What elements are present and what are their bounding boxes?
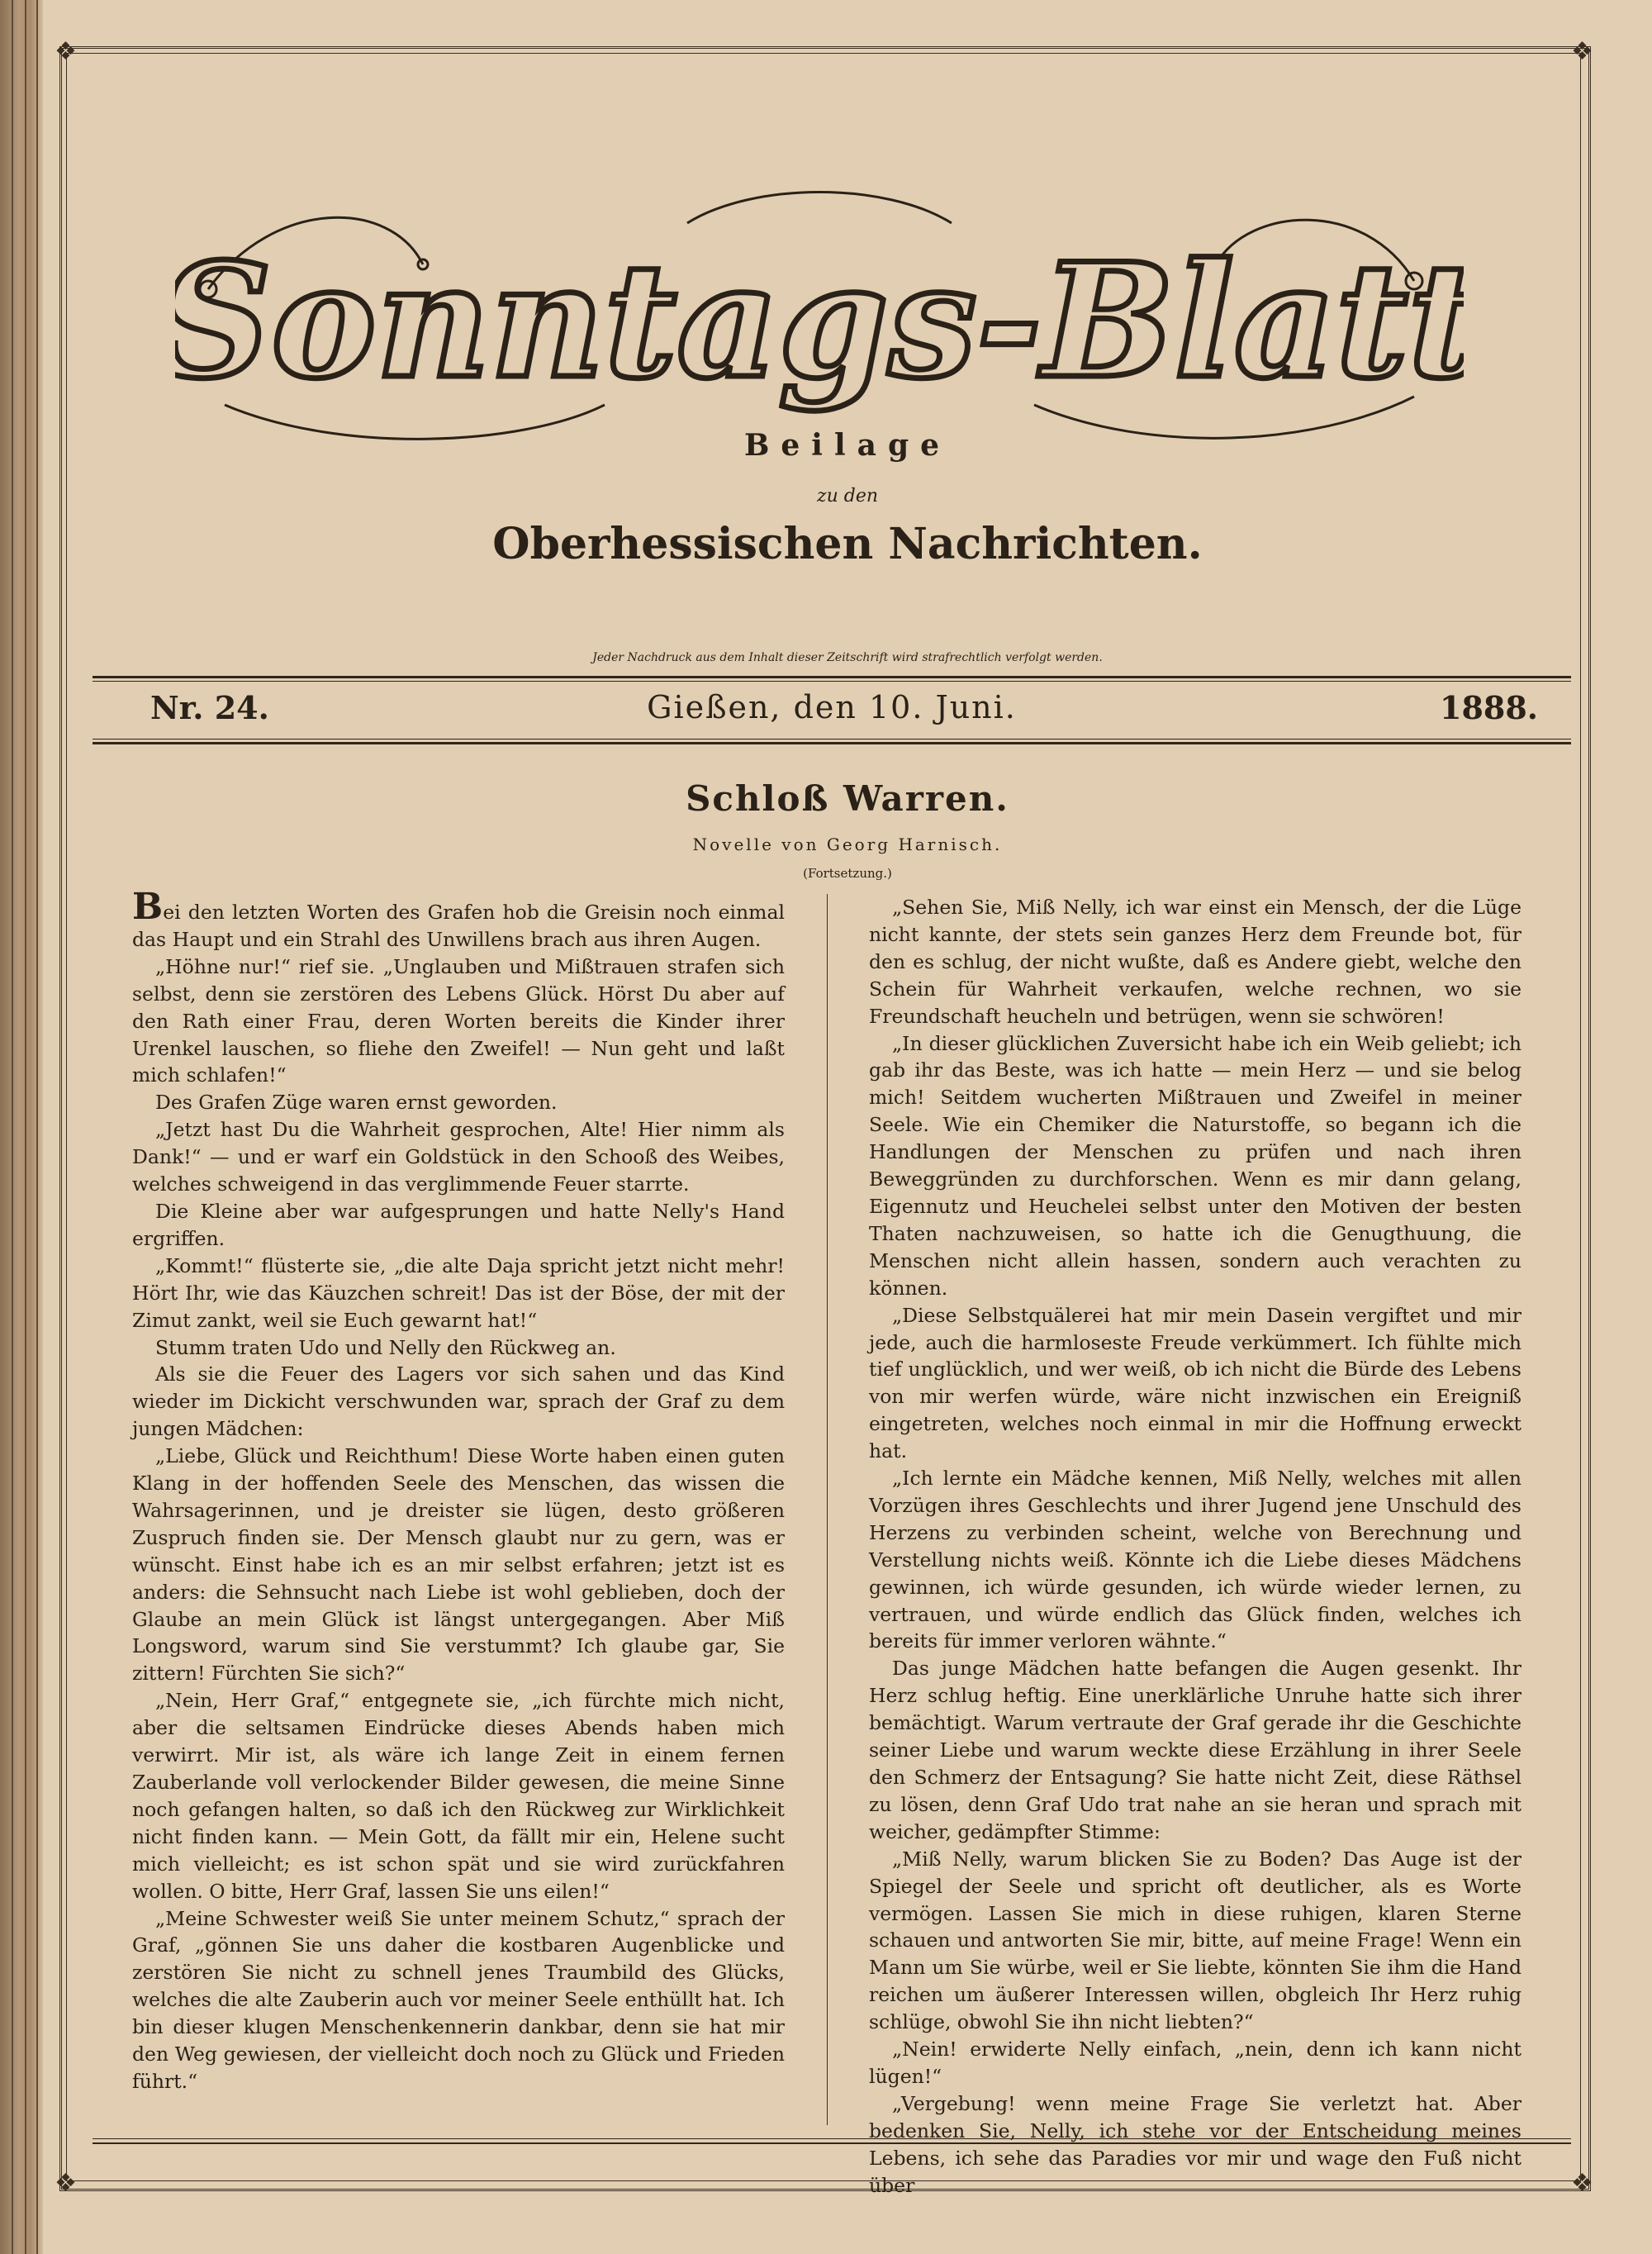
paragraph: „In dieser glücklichen Zuversicht habe ich ein Weib geliebt; ich gab ihr das Beste, was ich hatte — mein Herz — und sie belog mich! Seitdem wucherten Mißtrauen und Zweifel in meiner Seele. Wie ein Chemiker die Naturstoffe, so begann ich die Handlungen der Menschen zu prüfen und nach ihren Beweggründen zu durchforschen. Wenn es mir dann gelang, Eigennutz und Heuchelei selbst unter den Motiven der besten Thaten nachzuweisen, so hatte ich die Genugthuung, die Menschen nicht allein hassen, sondern auch verachten zu können. [869, 1031, 1521, 1300]
paragraph: „Diese Selbstquälerei hat mir mein Dasein vergiftet und mir jede, auch die harmloseste Freude verkümmert. Ich fühlte mich tief unglücklich, und wer weiß, ob ich nicht die Bürde des Lebens von mir werfen würde, wäre nicht inzwischen ein Ereigniß eingetreten, welches noch einmal in mir die Hoffnung erweckt hat. [869, 1303, 1521, 1463]
supplement-preposition: zu den [816, 486, 879, 506]
paragraph: Das junge Mädchen hatte befangen die Augen gesenkt. Ihr Herz schlug heftig. Eine unerklärliche Unruhe hatte sich ihrer bemächtigt. Warum vertraute der Graf gerade ihr die Geschichte seiner Liebe und warum weckte diese Erzählung in ihrer Seele den Schmerz der Entsagung? Sie hatte nicht Zeit, diese Räthsel zu lösen, denn Graf Udo trat nahe an sie heran und sprach mit weicher, gedämpfter Stimme: [869, 1657, 1521, 1843]
issue-number: Nr. 24. [150, 689, 269, 726]
corner-ornament-icon: ❖ [55, 2169, 77, 2198]
issue-rule-bottom-thick [93, 742, 1571, 744]
paragraph: „Ich lernte ein Mädche kennen, Miß Nelly, welches mit allen Vorzügen ihres Geschlechts und ihrer Jugend jene Unschuld des Herzens zu verbinden scheint, welche von Berechnung und Verstellung nichts weiß. Könnte ich die Liebe dieses Mädchens gewinnen, ich würde gesunden, ich würde wieder lernen, zu vertrauen, und würde endlich das Glück finden, welches ich bereits für immer verloren wähnte.“ [869, 1467, 1521, 1653]
paragraph: Die Kleine aber war aufgesprungen und hatte Nelly's Hand ergriffen. [132, 1199, 785, 1250]
masthead-title-text: Sonntags-Blatt [175, 229, 1464, 413]
paragraph: Bei den letzten Worten des Grafen hob die Greisin noch einmal das Haupt und ein Strahl des Unwillens brach aus ihren Augen. [132, 886, 785, 951]
paragraph: Stumm traten Udo und Nelly den Rückweg an. [155, 1335, 616, 1359]
article-continuation: (Fortsetzung.) [803, 866, 892, 881]
issue-rule-top [93, 676, 1571, 678]
paragraph: „Sehen Sie, Miß Nelly, ich war einst ein Mensch, der die Lüge nicht kannte, der stets sein ganzes Herz dem Freunde bot, für den es schlug, der nicht wußte, daß es Andere giebt, welche den Schein für Wahrheit verkaufen, welche rechnen, wo sie Freundschaft heucheln und betrügen, wenn sie schwören! [869, 896, 1521, 1028]
article-subtitle: Novelle von Georg Harnisch. [692, 835, 1003, 854]
issue-rule-top-thin [93, 681, 1571, 682]
masthead-title [175, 190, 1464, 463]
paragraph: „Nein, Herr Graf,“ entgegnete sie, „ich fürchte mich nicht, aber die seltsamen Eindrücke dieses Abends haben mich verwirrt. Mir ist, als wäre ich lange Zeit in einem fernen Zauberlande voll verlockender Bilder gewesen, die meine Sinne noch gefangen halten, so daß ich den Rückweg zur Wirklichkeit nicht finden kann. — Mein Gott, da fällt mir ein, Helene sucht mich vielleicht; es ist schon spät und sie wird zurückfahren wollen. O bitte, Herr Graf, lassen Sie uns eilen!“ [132, 1689, 785, 1903]
masthead-flourish-icon [175, 190, 1464, 463]
column-divider [827, 894, 828, 2125]
newspaper-name: Oberhessischen Nachrichten. [492, 519, 1203, 569]
issue-place-date: Gießen, den 10. Juni. [647, 689, 1017, 725]
corner-ornament-icon: ❖ [1571, 37, 1593, 66]
issue-bar [93, 686, 1571, 735]
book-binding [0, 0, 43, 2254]
paragraph: „Meine Schwester weiß Sie unter meinem Schutz,“ sprach der Graf, „gönnen Sie uns daher die kostbaren Augenblicke und zerstören Sie nicht zu schnell jenes Traumbild des Glücks, welches die alte Zauberin auch vor meiner Seele enthüllt hat. Ich bin dieser klugen Menschenkennerin dankbar, denn sie hat mir den Weg gewiesen, der vielleicht doch noch zu Glück und Frieden führt.“ [132, 1906, 785, 2093]
paragraph: „Liebe, Glück und Reichthum! Diese Worte haben einen guten Klang in der hoffenden Seele des Menschen, das wissen die Wahrsagerinnen, und je dreister sie lügen, desto größeren Zuspruch finden sie. Der Mensch glaubt nur zu gern, was er wünscht. Einst habe ich es an mir selbst erfahren; jetzt ist es anders: die Sehnsucht nach Liebe ist wohl geblieben, doch der Glaube an mein Glück ist längst untergegangen. Aber Miß Longsword, warum sind Sie verstummt? Ich glaube gar, Sie zittern! Fürchten Sie sich?“ [132, 1444, 785, 1686]
bottom-rule [93, 2138, 1571, 2144]
newspaper-page [43, 0, 1652, 2254]
article-title: Schloß Warren. [686, 778, 1009, 819]
paragraph: Als sie die Feuer des Lagers vor sich sahen und das Kind wieder im Dickicht verschwunden war, sprach der Graf zu dem jungen Mädchen: [132, 1362, 785, 1441]
article-column-right [869, 894, 1521, 2197]
issue-year: 1888. [1440, 689, 1538, 726]
paragraph: Des Grafen Züge waren ernst geworden. [155, 1091, 558, 1115]
paragraph: „Vergebung! wenn meine Frage Sie verletzt hat. Aber bedenken Sie, Nelly, ich stehe vor der Entscheidung meines Lebens, ich sehe das Paradies vor mir und wage den Fuß nicht über [869, 2091, 1521, 2197]
paragraph: „Jetzt hast Du die Wahrheit gesprochen, Alte! Hier nimm als Dank!“ — und er warf ein Goldstück in den Schooß des Weibes, welches schweigend in das verglimmende Feuer starrte. [132, 1118, 785, 1196]
paragraph: „Höhne nur!“ rief sie. „Unglauben und Mißtrauen strafen sich selbst, denn sie zerstören des Lebens Glück. Hörst Du aber auf den Rath einer Frau, deren Worten bereits die Kinder ihrer Urenkel lauschen, so fliehe den Zweifel! — Nun geht und laßt mich schlafen!“ [132, 954, 785, 1087]
corner-ornament-icon: ❖ [55, 37, 77, 66]
paragraph: „Kommt!“ flüsterte sie, „die alte Daja spricht jetzt nicht mehr! Hört Ihr, wie das Käuzchen schreit! Das ist der Böse, der mit der Zimut zankt, weil sie Euch gewarnt hat!“ [132, 1253, 785, 1332]
paragraph: „Miß Nelly, warum blicken Sie zu Boden? Das Auge ist der Spiegel der Seele und spricht oft deutlicher, als es Worte vermögen. Lassen Sie mich in diese ruhigen, klaren Sterne schauen und antworten Sie mir, bitte, auf meine Frage! Wenn ein Mann um Sie würbe, weil er Sie liebte, könnten Sie ihm die Hand reichen um äußerer Interessen willen, obgleich Ihr Herz ruhig schlüge, obwohl Sie ihn nicht liebten?“ [869, 1847, 1521, 2034]
corner-ornament-icon: ❖ [1571, 2169, 1593, 2198]
article-column-left [132, 886, 785, 2117]
supplement-label: Beilage [743, 428, 952, 463]
copyright-notice: Jeder Nachdruck aus dem Inhalt dieser Zeitschrift wird strafrechtlich verfolgt werden. [592, 651, 1103, 664]
paragraph: „Nein! erwiderte Nelly einfach, „nein, denn ich kann nicht lügen!“ [869, 2038, 1521, 2088]
